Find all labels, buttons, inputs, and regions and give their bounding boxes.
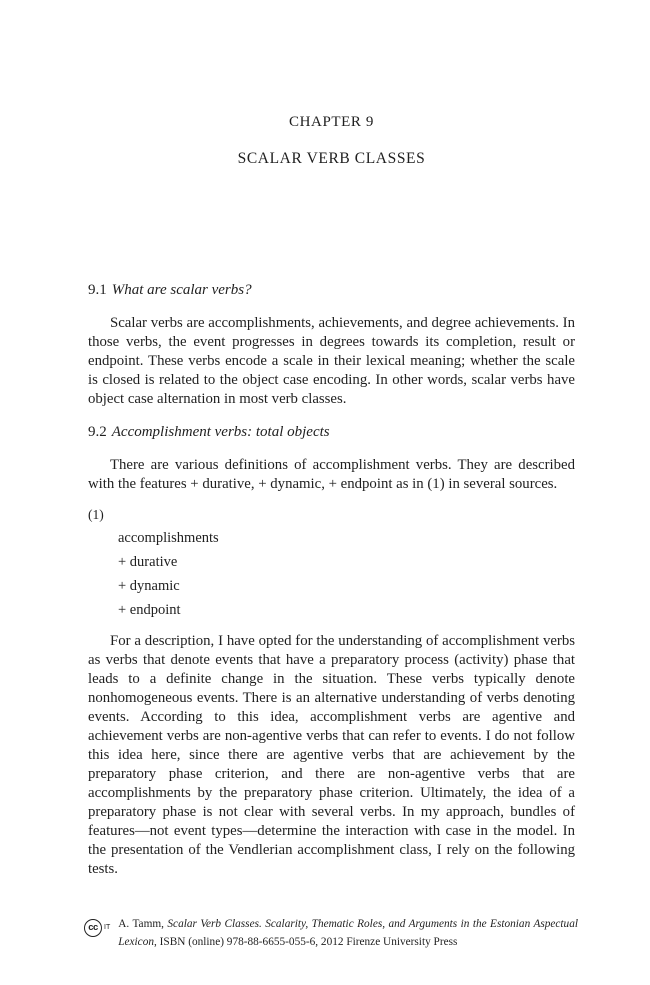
citation-book-title: Scalar Verb Classes. Scalarity, Thematic Roles, and Arguments in the Estonian Aspectual Lexicon [118,918,578,948]
paragraph-accomplishment-definitions: There are various definitions of accomplishment verbs. They are described with the features + durative, + dynamic, + endpoint as in (1) in several sources. [88,457,575,492]
example-label: (1) [88,507,104,522]
example-feature-list [118,526,575,622]
section-title: What are scalar verbs? [111,282,252,298]
citation-author: A. Tamm, [118,918,168,930]
creative-commons-icon [84,919,110,937]
list-item: accomplishments [118,530,219,546]
section-heading-9-1 [88,281,575,300]
footer-citation [84,916,578,951]
citation-text [118,916,578,951]
citation-isbn-publisher: , ISBN (online) 978-88-6655-055-6, 2012 Firenze University Press [154,935,458,948]
chapter-number: CHAPTER 9 [289,114,374,130]
example-block-1 [88,506,575,622]
chapter-title: SCALAR VERB CLASSES [237,150,426,167]
list-item: + endpoint [118,602,181,618]
section-number: 9.2 [88,424,107,440]
section-heading-9-2 [88,423,575,442]
paragraph-scalar-verbs: Scalar verbs are accomplishments, achievements, and degree achievements. In those verbs, the event progresses in degrees towards its completion, result or endpoint. These verbs encode a scale in their lexical meaning; whether the scale is closed is related to the object case encoding. In other words, scalar verbs have object case alternation in most verb classes. [88,315,575,407]
list-item: + durative [118,554,178,570]
paragraph-preparatory-phase: For a description, I have opted for the understanding of accomplishment verbs as verbs that denote events that have a preparatory process (activity) phase that leads to a definite change in the situation. These verbs typically denote nonhomogeneous events. There is an alternative understanding of verbs denoting events. According to this idea, accomplishment verbs are agentive and achievement verbs are non-agentive verbs that can refer to events. I do not follow this idea here, since there are agentive verbs that are achievement by the preparatory phase criterion, and there are non-agentive verbs that are accomplishments by the preparatory phase criterion. Ultimately, the idea of a preparatory phase is not clear with several verbs. In my approach, bundles of features—not event types—determine the interaction with case in the model. In the presentation of the Vendlerian accomplishment class, I rely on the following tests. [88,633,575,877]
cc-circle-icon: cc [84,919,102,937]
section-number: 9.1 [88,282,107,298]
cc-region-label: IT [104,924,111,932]
list-item: + dynamic [118,578,180,594]
section-title: Accomplishment verbs: total objects [111,424,330,440]
